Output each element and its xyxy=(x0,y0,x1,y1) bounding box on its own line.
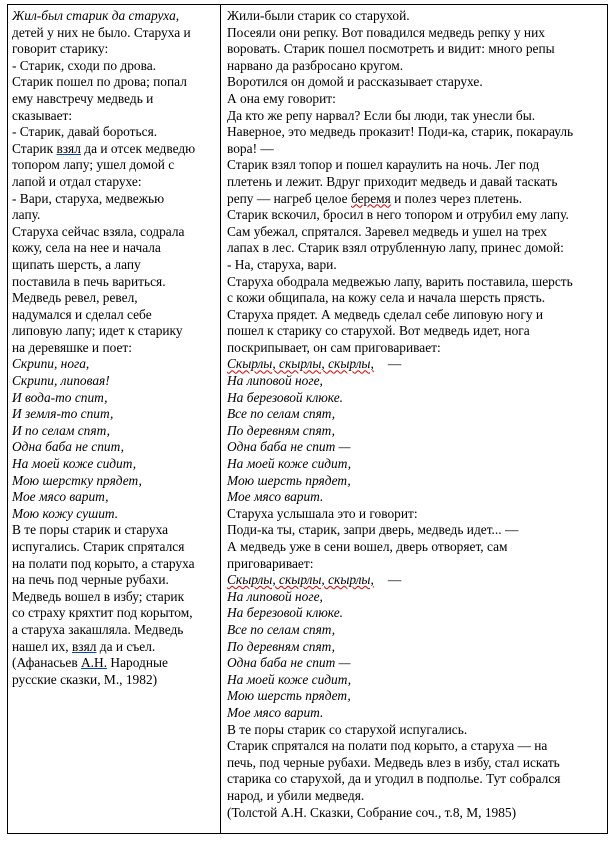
text-line xyxy=(227,191,605,208)
text-fragment: да и отсек медведю xyxy=(80,140,196,156)
song-line: Скрипи, нога, xyxy=(12,356,90,372)
song-line: И по селам спят, xyxy=(12,422,110,438)
text-line: Воротился он домой и рассказывает старухе. xyxy=(227,74,483,90)
text-line: сказывает: xyxy=(12,107,73,123)
song-line: На моей коже сидит, xyxy=(227,456,352,472)
song-line: На моей коже сидит, xyxy=(12,456,137,472)
song-line: На березовой клюке. xyxy=(227,605,344,621)
dash: — xyxy=(387,356,402,372)
dash: — xyxy=(387,572,402,588)
text-line xyxy=(12,141,218,158)
text-fragment: и полез через плетень. xyxy=(390,190,523,206)
text-line: на деревяшке и поет: xyxy=(12,339,132,355)
left-column-afanasyev xyxy=(12,8,218,688)
song-line: Мою шерсть прядет, xyxy=(227,472,351,488)
text-line: надумался и сделал себе xyxy=(12,306,152,322)
text-line: Медведь ревел, ревел, xyxy=(12,290,138,306)
text-line: печь, под черные рубахи. Медведь влез в избу, стал искать xyxy=(227,754,560,770)
song-line xyxy=(227,356,605,373)
text-line: вора! — xyxy=(227,140,274,156)
text-line: плетень и лежит. Вдруг приходит медведь и давай таскать xyxy=(227,173,558,189)
song-line: На липовой ноге, xyxy=(227,373,323,389)
text-line: - Старик, давай бороться. xyxy=(12,124,158,140)
text-line: Старуха прядет. А медведь сделал себе липовую ногу и xyxy=(227,306,544,322)
song-line: На моей коже сидит, xyxy=(227,671,352,687)
text-line: Поди-ка ты, старик, запри дверь, медведь идет... — xyxy=(227,522,519,538)
spellcheck-word: А.Н. xyxy=(81,655,108,671)
text-line: на полати под корыто, а старуха xyxy=(12,555,195,571)
text-fragment: (Афанасьев xyxy=(12,655,82,671)
song-line: Все по селам спят, xyxy=(227,621,336,637)
right-column-tolstoy xyxy=(227,8,605,821)
text-line: детей у них не было. Старуха и xyxy=(12,24,191,40)
text-line: Да кто же репу нарвал? Если бы люди, так унесли бы. xyxy=(227,107,536,123)
source-citation: (Толстой А.Н. Сказки, Собрание соч., т.8, М, 1985) xyxy=(227,804,517,820)
song-line: Мою шерстку прядет, xyxy=(12,472,142,488)
text-line: со страху кряхтит под корытом, xyxy=(12,605,193,621)
text-line: - На, старуха, вари. xyxy=(227,256,337,272)
song-line: Одна баба не спит — xyxy=(227,439,351,455)
text-line: щипать шерсть, а лапу xyxy=(12,256,141,272)
text-line: - Вари, старуха, медвежью xyxy=(12,190,165,206)
spellcheck-word: взял xyxy=(56,140,81,156)
text-line: Сам убежал, спрятался. Заревел медведь и ушел на трех xyxy=(227,223,547,239)
text-line: А она ему говорит: xyxy=(227,90,336,106)
song-line xyxy=(227,572,605,589)
song-line: Мое мясо варит. xyxy=(227,489,324,505)
spellcheck-word: беремя xyxy=(350,190,391,206)
song-line: Одна баба не спит — xyxy=(227,655,351,671)
text-fragment: репу — нагреб целое xyxy=(227,190,351,206)
text-line: В те поры старик и старуха xyxy=(12,522,169,538)
song-refrain: Скырлы, скырлы, скырлы, xyxy=(227,356,374,372)
song-line: Одна баба не спит, xyxy=(12,439,124,455)
song-line: И вода-то спит, xyxy=(12,389,108,405)
song-line: Все по селам спят, xyxy=(227,406,336,422)
song-line: На липовой ноге, xyxy=(227,588,323,604)
text-line: Медведь вошел в избу; старик xyxy=(12,588,185,604)
text-line: нарвано да разбросано кругом. xyxy=(227,57,404,73)
text-line: Старик спрятался на полати под корыто, а старуха — на xyxy=(227,738,548,754)
text-line: лапой и отдал старухе: xyxy=(12,173,142,189)
text-line: липовую лапу; идет к старику xyxy=(12,323,183,339)
text-line: испугались. Старик спрятался xyxy=(12,539,185,554)
text-line: Наверное, это медведь проказит! Поди-ка, старик, покарауль xyxy=(227,124,574,140)
song-line: На березовой клюке. xyxy=(227,389,344,405)
text-line: лапах в лес. Старик взял отрубленную лапу, принес домой: xyxy=(227,240,564,256)
text-fragment: нашел их, xyxy=(12,638,72,654)
song-line: Мою шерсть прядет, xyxy=(227,688,351,704)
text-line: Жили-были старик со старухой. xyxy=(227,8,410,23)
text-line: Посеяли они репку. Вот повадился медведь репку у них xyxy=(227,24,545,40)
text-line: Старик вскочил, бросил в него топором и отрубил ему лапу. xyxy=(227,207,569,223)
song-line: По деревням спят, xyxy=(227,638,336,654)
text-line: Старик пошел по дрова; попал xyxy=(12,74,187,90)
text-line: с кожи общипала, на кожу села и начала шерсть прясть. xyxy=(227,290,546,306)
song-refrain: Скырлы, скырлы, скырлы, xyxy=(227,572,374,588)
text-line: Старуха сейчас взяла, содрала xyxy=(12,223,185,239)
song-line: И земля-то спит, xyxy=(12,406,114,422)
text-line: а старуха закашляла. Медведь xyxy=(12,621,184,637)
text-line: Старуха ободрала медвежью лапу, варить поставила, шерсть xyxy=(227,273,573,289)
left-title-line: Жил-был старик да старуха, xyxy=(12,8,180,23)
text-fragment: Народные xyxy=(107,655,168,671)
text-line: Старуха услышала это и говорит: xyxy=(227,505,418,521)
text-line: поскрипывает, он сам приговаривает: xyxy=(227,339,441,355)
text-line: Старик взял топор и пошел караулить на ночь. Лег под xyxy=(227,157,540,173)
text-line: топором лапу; ушел домой с xyxy=(12,157,175,173)
song-line: Мою кожу сушит. xyxy=(12,505,119,521)
text-line: приговаривает: xyxy=(227,555,314,571)
text-fragment: да и съел. xyxy=(96,638,156,654)
text-line: на печь под черные рубахи. xyxy=(12,572,169,588)
text-line: В те поры старик со старухой испугались. xyxy=(227,721,468,737)
text-line: воровать. Старик пошел посмотреть и видит: много репы xyxy=(227,41,555,57)
text-line: кожу, села на нее и начала xyxy=(12,240,161,256)
source-citation xyxy=(12,655,218,672)
text-line: А медведь уже в сени вошел, дверь отворяет, сам xyxy=(227,539,508,554)
text-comparison-table xyxy=(7,4,608,834)
song-line: По деревням спят, xyxy=(227,422,336,438)
spellcheck-word: взял xyxy=(71,638,97,654)
text-line: поставила в печь вариться. xyxy=(12,273,166,289)
song-line: Мое мясо варит. xyxy=(227,704,324,720)
text-fragment: Старик xyxy=(12,140,57,156)
column-divider xyxy=(220,5,221,833)
song-line: Скрипи, липовая! xyxy=(12,373,110,389)
text-line: ему навстречу медведь и xyxy=(12,90,154,106)
source-citation-line: русские сказки, М., 1982) xyxy=(12,671,158,687)
text-line: старика со старухой, да и угодил в подполье. Тут собрался xyxy=(227,771,561,787)
text-line: лапу. xyxy=(12,207,41,223)
text-line: пошел к старику со старухой. Вот медведь идет, нога xyxy=(227,323,530,339)
song-line: Мое мясо варит, xyxy=(12,489,109,505)
text-line: говорит старику: xyxy=(12,41,109,57)
text-line: - Старик, сходи по дрова. xyxy=(12,57,157,73)
text-line xyxy=(12,639,218,656)
text-line: народ, и убили медведя. xyxy=(227,787,365,803)
